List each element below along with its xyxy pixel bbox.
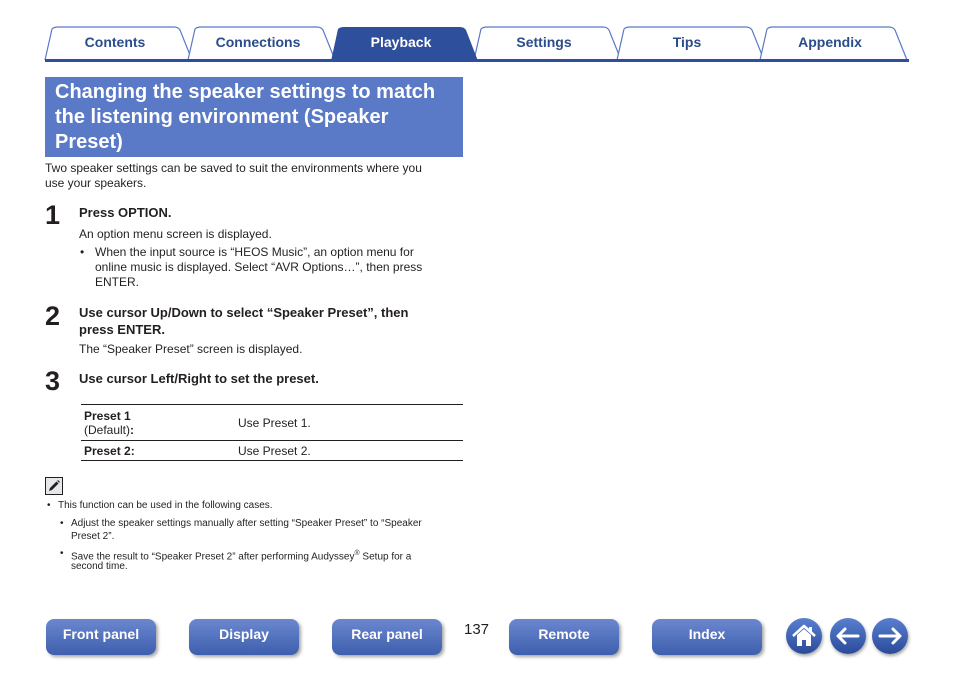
back-button[interactable]: [830, 618, 866, 654]
step-1-bullet-line-2: online music is displayed. Select “AVR Options…”, then press: [95, 260, 423, 274]
back-arrow-icon: [830, 618, 866, 654]
step-1-number: 1: [45, 200, 61, 230]
note-intro: [47, 499, 457, 512]
step-1-bullet-line-1: When the input source is “HEOS Music”, an option menu for: [95, 245, 414, 259]
step-1-bullet-line-3: ENTER.: [95, 275, 140, 289]
pencil-icon: [45, 477, 63, 495]
preset-1-name: Preset 1: [84, 408, 131, 423]
remote-button[interactable]: Remote: [509, 619, 619, 655]
tab-appendix[interactable]: Appendix: [798, 34, 862, 50]
note-item-2-line-1-text: Save the result to “Speaker Preset 2” after performing Audyssey: [71, 551, 355, 563]
step-1-bullet: [80, 245, 460, 291]
forward-arrow-icon: [872, 618, 908, 654]
preset-2-name: Preset 2:: [84, 443, 135, 458]
preset-2-cell: [81, 441, 235, 461]
step-2-text: The “Speaker Preset” screen is displayed.: [79, 342, 303, 356]
intro-line-1: Two speaker settings can be saved to suit the environments where you: [45, 161, 422, 175]
display-button[interactable]: Display: [189, 619, 299, 655]
tab-connections[interactable]: Connections: [215, 34, 301, 50]
home-button[interactable]: [786, 618, 822, 654]
note-item-1-line-2: Preset 2”.: [71, 531, 115, 542]
step-2-number: 2: [45, 301, 61, 331]
index-button[interactable]: Index: [652, 619, 762, 655]
preset-1-cell: [81, 405, 235, 441]
tab-contents[interactable]: Contents: [84, 34, 146, 50]
preset-1-colon: :: [130, 422, 135, 437]
step-3-number: 3: [45, 366, 61, 396]
front-panel-button[interactable]: Front panel: [46, 619, 156, 655]
rear-panel-button[interactable]: Rear panel: [332, 619, 442, 655]
intro-line-2: use your speakers.: [45, 176, 147, 190]
bullet-dot: •: [80, 245, 85, 259]
tab-settings[interactable]: Settings: [516, 34, 572, 50]
forward-button[interactable]: [872, 618, 908, 654]
tab-tips[interactable]: Tips: [672, 34, 702, 50]
page-title-box: [45, 77, 463, 157]
home-icon: [786, 618, 822, 654]
tab-baseline: [45, 59, 909, 62]
bullet-dot: •: [60, 518, 64, 529]
step-2-heading-line-2: press ENTER.: [79, 322, 165, 337]
page-number: 137: [464, 621, 490, 638]
tab-playback[interactable]: Playback: [370, 34, 432, 50]
preset-1-value: Use Preset 1.: [238, 415, 311, 430]
note-item-2-line-2: second time.: [71, 561, 128, 572]
note-item-1: [60, 517, 460, 543]
preset-1-sub: (Default): [84, 422, 131, 437]
step-3-heading: Use cursor Left/Right to set the preset.: [79, 371, 319, 386]
note-item-2: [60, 547, 460, 573]
step-1-heading: Press OPTION.: [79, 205, 172, 220]
bullet-dot: •: [47, 500, 51, 511]
note-item-2-line-1-tail: Setup for a: [359, 551, 412, 563]
registered-mark: ®: [354, 550, 360, 557]
step-2-heading-line-1: Use cursor Up/Down to select “Speaker Preset”, then: [79, 305, 409, 320]
note-intro-text: This function can be used in the following cases.: [58, 500, 273, 511]
table-row: [81, 405, 463, 441]
page-title: Changing the speaker settings to match the listening environment (Speaker Preset): [55, 81, 436, 153]
step-1-text: An option menu screen is displayed.: [79, 227, 272, 241]
preset-2-value: Use Preset 2.: [238, 443, 311, 458]
table-row: [81, 441, 463, 461]
bullet-dot: •: [60, 548, 64, 559]
preset-table: [81, 404, 463, 461]
note-item-1-line-1: Adjust the speaker settings manually after setting “Speaker Preset” to “Speaker: [71, 518, 422, 529]
